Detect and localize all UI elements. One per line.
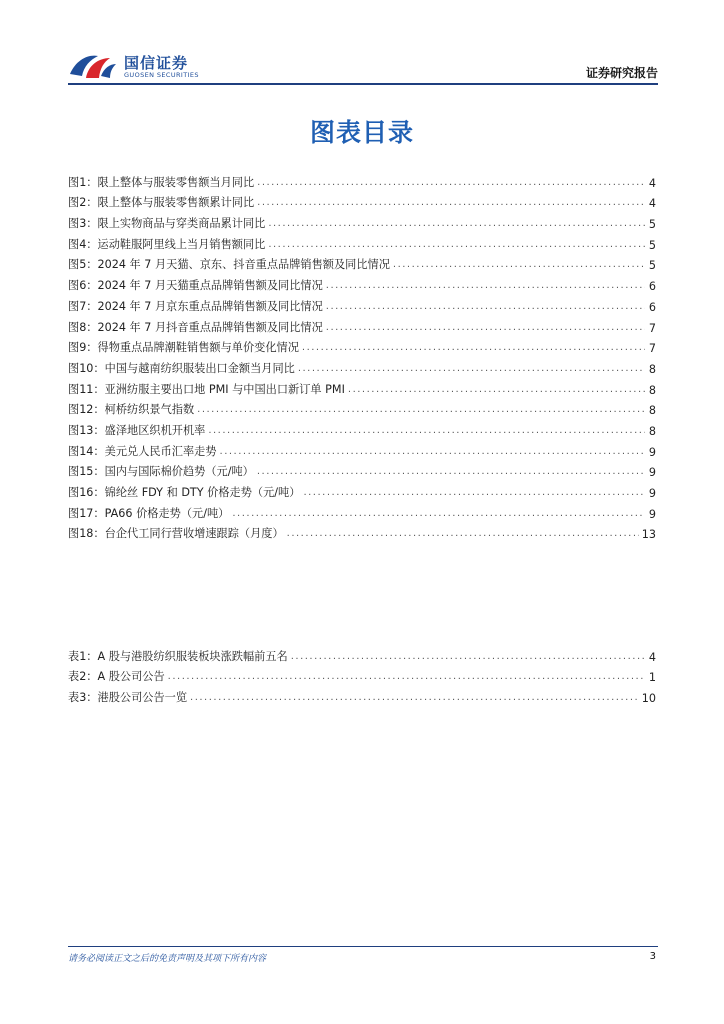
toc-entry-title: 运动鞋服阿里线上当月销售额同比: [97, 237, 266, 251]
toc-dot-leader: [302, 341, 645, 355]
figure-toc-entry[interactable]: [68, 190, 656, 211]
toc-entry-title: 2024 年 7 月抖音重点品牌销售额及同比情况: [97, 320, 323, 334]
table-list: [68, 643, 656, 705]
toc-entry-title: PA66 价格走势（元/吨）: [104, 506, 230, 520]
toc-entry-title: 限上整体与服装零售额累计同比: [97, 196, 255, 210]
toc-entry-number: 图17：: [68, 506, 105, 520]
toc-dot-leader: [232, 507, 645, 521]
page-header: [68, 50, 658, 84]
figure-toc-entry[interactable]: [68, 272, 656, 293]
toc-entry-page: 8: [648, 383, 656, 397]
figure-toc-entry[interactable]: [68, 500, 656, 521]
toc-entry-title: 盛泽地区织机开机率: [104, 423, 206, 437]
toc-entry-number: 图5：: [68, 258, 98, 272]
figure-toc-entry[interactable]: [68, 438, 656, 459]
toc-entry-title: 亚洲纺服主要出口地 PMI 与中国出口新订单 PMI: [104, 382, 345, 396]
toc-dot-leader: [190, 691, 639, 705]
guosen-logo-icon: [68, 52, 118, 82]
figure-toc-entry[interactable]: [68, 335, 656, 356]
figure-list: [68, 169, 656, 541]
toc-entry-title: 港股公司公告一览: [97, 691, 188, 705]
toc-entry-page: 5: [648, 238, 656, 252]
toc-dot-leader: [208, 424, 645, 438]
figure-toc-entry[interactable]: [68, 252, 656, 273]
figure-toc-entry[interactable]: [68, 417, 656, 438]
toc-entry-page: 4: [648, 197, 656, 211]
toc-entry-page: 9: [648, 507, 656, 521]
toc-entry-number: 表1：: [68, 649, 98, 663]
toc-dot-leader: [197, 403, 645, 417]
toc-entry-title: 2024 年 7 月天猫重点品牌销售额及同比情况: [97, 279, 323, 293]
toc-entry-page: 1: [648, 671, 656, 685]
toc-dot-leader: [291, 650, 645, 664]
toc-entry-page: 6: [648, 300, 656, 314]
toc-entry-number: 图18：: [68, 527, 105, 541]
toc-entry-number: 图3：: [68, 217, 98, 231]
toc-entry-page: 5: [648, 259, 656, 273]
toc-entry-number: 图13：: [68, 423, 105, 437]
figure-toc-entry[interactable]: [68, 479, 656, 500]
table-toc-entry[interactable]: [68, 643, 656, 664]
toc-entry-number: 图10：: [68, 361, 105, 375]
toc-entry-number: 图14：: [68, 444, 105, 458]
toc-entry-title: A 股与港股纺织服装板块涨跌幅前五名: [97, 649, 288, 663]
toc-dot-leader: [220, 445, 645, 459]
toc-dot-leader: [326, 300, 645, 314]
toc-dot-leader: [168, 670, 645, 684]
toc-entry-title: 中国与越南纺织服装出口金额当月同比: [104, 361, 295, 375]
toc-entry-number: 图2：: [68, 196, 98, 210]
toc-entry-title: 国内与国际棉价趋势（元/吨）: [104, 465, 254, 479]
header-divider: [68, 83, 658, 85]
toc-entry-number: 表2：: [68, 670, 98, 684]
toc-entry-page: 8: [648, 404, 656, 418]
toc-entry-number: 图8：: [68, 320, 98, 334]
toc-entry-title: 限上实物商品与穿类商品累计同比: [97, 217, 266, 231]
toc-entry-title: 美元兑人民币汇率走势: [104, 444, 217, 458]
report-type-label: 证券研究报告: [585, 66, 658, 80]
toc-entry-title: 2024 年 7 月天猫、京东、抖音重点品牌销售额及同比情况: [97, 258, 390, 272]
toc-entry-title: 锦纶丝 FDY 和 DTY 价格走势（元/吨）: [104, 486, 301, 499]
figure-toc-entry[interactable]: [68, 314, 656, 335]
footer-divider: [68, 946, 658, 947]
figure-toc-entry[interactable]: [68, 521, 656, 542]
toc-dot-leader: [268, 217, 645, 231]
toc-entry-number: 图12：: [68, 403, 105, 417]
toc-dot-leader: [393, 258, 645, 272]
toc-entry-page: 6: [648, 280, 656, 294]
table-toc-entry[interactable]: [68, 684, 656, 705]
toc-entry-page: 4: [648, 176, 656, 190]
toc-entry-title: 得物重点品牌潮鞋销售额与单价变化情况: [97, 341, 299, 355]
toc-entry-title: 台企代工同行营收增速跟踪（月度）: [104, 527, 284, 541]
toc-entry-number: 图11：: [68, 382, 105, 396]
toc-entry-number: 图7：: [68, 299, 98, 313]
toc-entry-title: A 股公司公告: [97, 670, 165, 684]
toc-dot-leader: [268, 238, 645, 252]
logo-english-name: GUOSEN SECURITIES: [124, 71, 199, 79]
toc-entry-page: 10: [641, 692, 656, 706]
toc-entry-number: 图6：: [68, 279, 98, 293]
toc-entry-page: 4: [648, 650, 656, 664]
page-title: 图表目录: [309, 118, 414, 147]
toc-entry-number: 图1：: [68, 175, 98, 189]
toc-entry-page: 9: [648, 466, 656, 480]
toc-entry-page: 8: [648, 362, 656, 376]
figure-toc-entry[interactable]: [68, 459, 656, 480]
toc-entry-page: 7: [648, 342, 656, 356]
toc-entry-number: 图16：: [68, 486, 105, 499]
toc-entry-number: 图9：: [68, 341, 98, 355]
logo-chinese-name: 国信证券: [124, 54, 189, 72]
toc-entry-page: 9: [648, 487, 656, 500]
figure-toc-entry[interactable]: [68, 210, 656, 231]
toc-dot-leader: [257, 196, 645, 210]
toc-dot-leader: [298, 362, 645, 376]
toc-entry-page: 9: [648, 445, 656, 459]
figure-toc-entry[interactable]: [68, 397, 656, 418]
figure-toc-entry[interactable]: [68, 355, 656, 376]
toc-entry-number: 图4：: [68, 237, 98, 251]
toc-entry-number: 表3：: [68, 691, 98, 705]
toc-dot-leader: [348, 383, 645, 397]
toc-dot-leader: [257, 465, 645, 479]
toc-dot-leader: [326, 279, 645, 293]
toc-entry-number: 图15：: [68, 465, 105, 479]
toc-entry-title: 柯桥纺织景气指数: [104, 403, 195, 417]
figure-toc-entry[interactable]: [68, 293, 656, 314]
toc-entry-page: 13: [641, 528, 656, 542]
toc-entry-page: 8: [648, 424, 656, 438]
toc-entry-page: 5: [648, 218, 656, 232]
toc-entry-title: 限上整体与服装零售额当月同比: [97, 175, 255, 189]
figure-toc-entry[interactable]: [68, 376, 656, 397]
toc-dot-leader: [303, 486, 645, 500]
toc-entry-title: 2024 年 7 月京东重点品牌销售额及同比情况: [97, 299, 323, 313]
toc-entry-page: 7: [648, 321, 656, 335]
table-toc-entry[interactable]: [68, 664, 656, 685]
page-number: 3: [649, 951, 656, 962]
toc-dot-leader: [326, 321, 645, 335]
toc-dot-leader: [287, 527, 639, 541]
figure-toc-entry[interactable]: [68, 169, 656, 190]
toc-dot-leader: [257, 176, 645, 190]
footer-disclaimer: 请务必阅读正文之后的免责声明及其项下所有内容: [68, 954, 267, 964]
figure-toc-entry[interactable]: [68, 231, 656, 252]
